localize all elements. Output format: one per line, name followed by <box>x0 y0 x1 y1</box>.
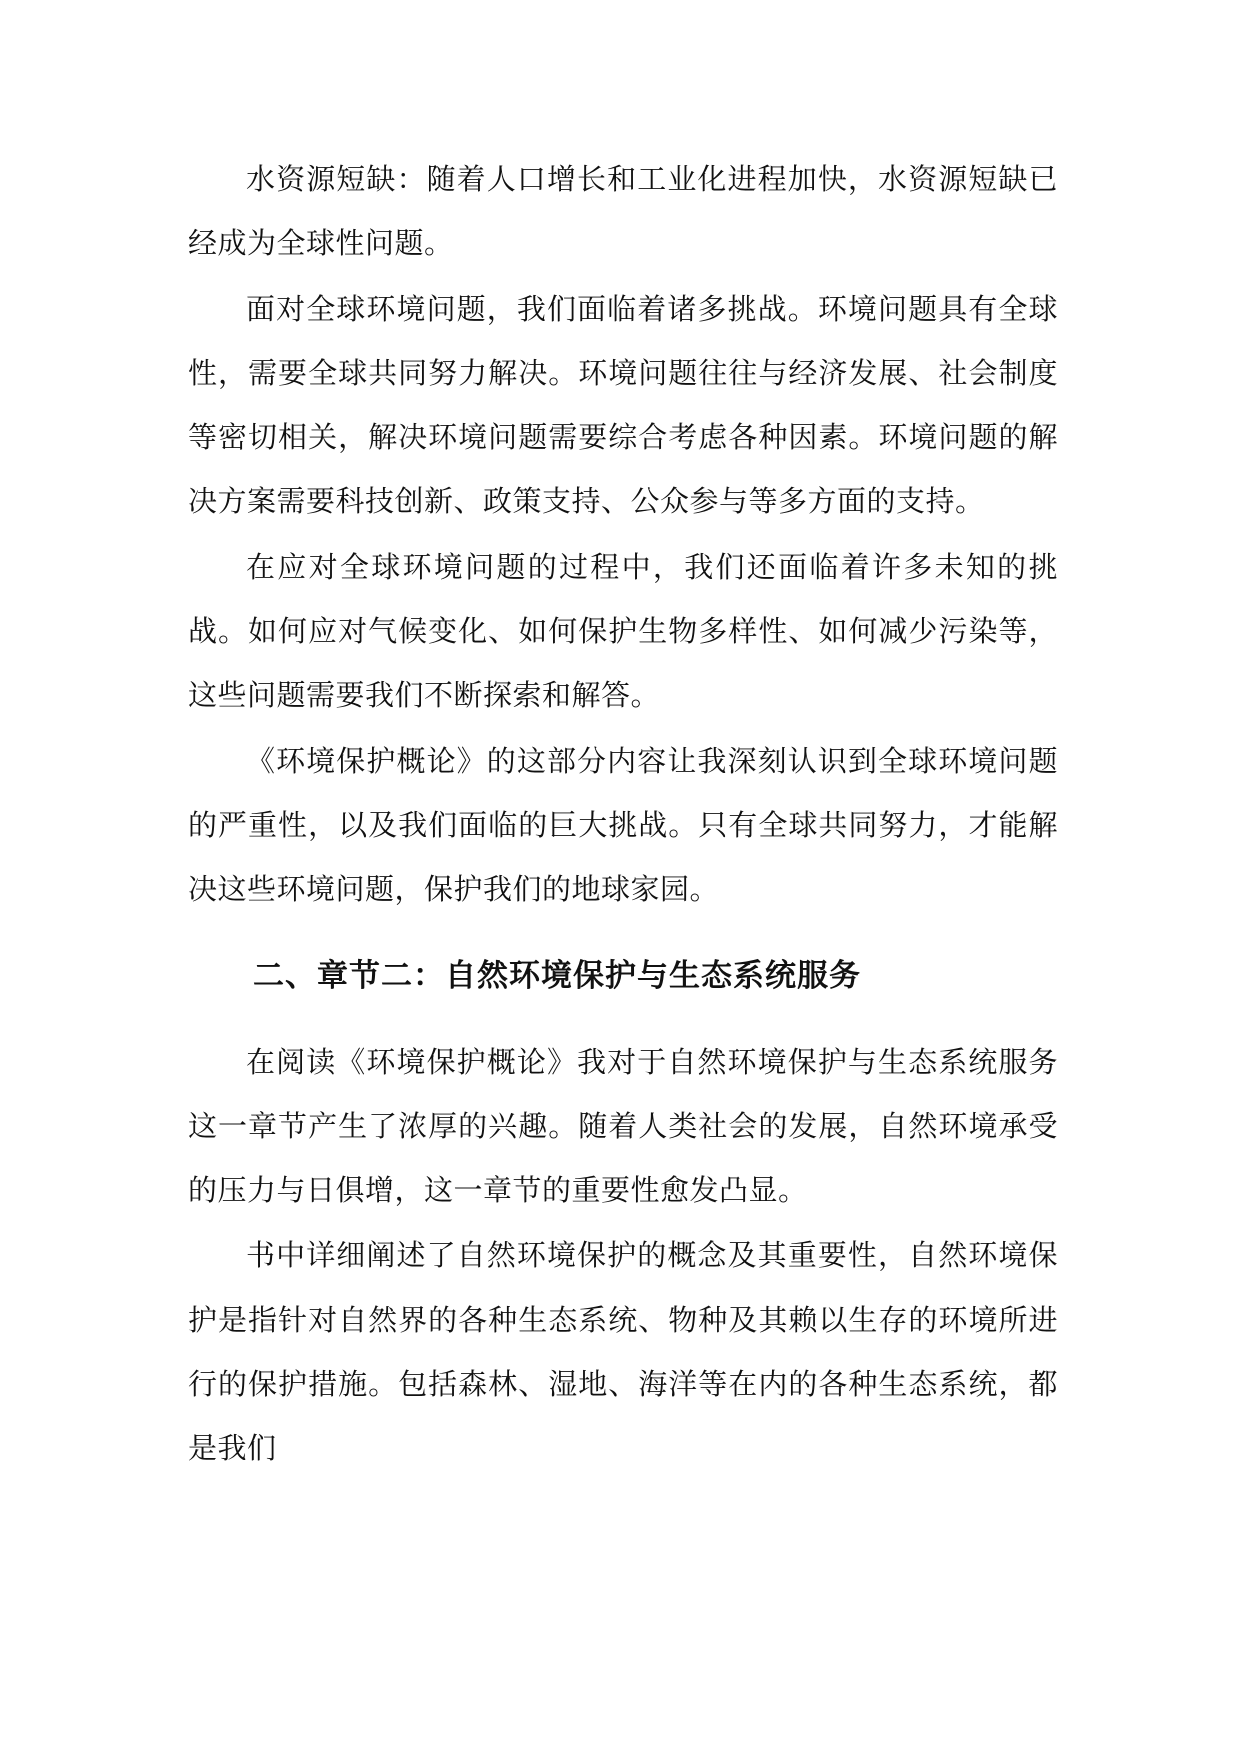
paragraph-water-shortage: 水资源短缺：随着人口增长和工业化进程加快，水资源短缺已经成为全球性问题。 <box>188 162 1058 261</box>
section-heading: 二、章节二：自然环境保护与生态系统服务 <box>253 957 861 994</box>
paragraph-global-challenges: 面对全球环境问题，我们面临着诸多挑战。环境问题具有全球性，需要全球共同努力解决。环境问题往往与经济发展、社会制度等密切相关，解决环境问题需要综合考虑各种因素。环境问题的解决方案需要科技创新、政策支持、公众参与等多方面的支持。 <box>188 291 1058 519</box>
document-body <box>188 147 1058 1482</box>
paragraph-protection-concept: 书中详细阐述了自然环境保护的概念及其重要性，自然环境保护是指针对自然界的各种生态系统、物种及其赖以生存的环境所进行的保护措施。包括森林、湿地、海洋等在内的各种生态系统，都是我们 <box>188 1238 1058 1466</box>
paragraph-book-reflection: 《环境保护概论》的这部分内容让我深刻认识到全球环境问题的严重性，以及我们面临的巨大挑战。只有全球共同努力，才能解决这些环境问题，保护我们的地球家园。 <box>188 743 1058 907</box>
paragraph-unknown-challenges: 在应对全球环境问题的过程中，我们还面临着许多未知的挑战。如何应对气候变化、如何保护生物多样性、如何减少污染等，这些问题需要我们不断探索和解答。 <box>188 549 1058 713</box>
paragraph-chapter-interest: 在阅读《环境保护概论》我对于自然环境保护与生态系统服务这一章节产生了浓厚的兴趣。随着人类社会的发展，自然环境承受的压力与日俱增，这一章节的重要性愈发凸显。 <box>188 1044 1058 1208</box>
